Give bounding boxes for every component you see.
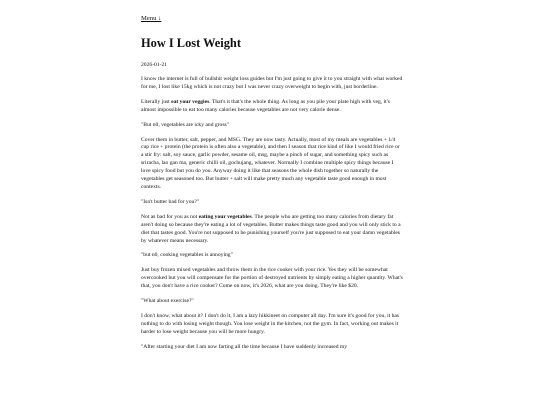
emphasis-text: eating your vegetables <box>198 213 252 220</box>
paragraph-exercise: I don't know, what about it? I don't do it, I am a lazy hikkineet on computer all day. I'm sure it's good for you, it has nothing to do with losing weight though. You lose weight in the kitchen, not the gym. In fact, working out makes it harder to lose weight because you will be more hungry. <box>141 312 400 335</box>
paragraph-text: . That's it that's the whole thing. As long as you pile your plate high with veg, it's almost impossible to eat too many calories because vegetables are not very calorie dense. <box>141 98 390 113</box>
question-farting: "After starting your diet I am now farting all the time because I have suddenly increased my <box>141 343 348 350</box>
question-cooking: "but n0, cooking vegetables is annoying" <box>141 252 233 259</box>
paragraph-veggies <box>141 99 403 115</box>
paragraph-seasoning: Cover them in butter, salt, pepper, and MSG. They are now tasty. Actually, most of my meals are vegetables + 1/4 cup rice + protein (the protein is often also a vegetable), and then I season that rice kind of like I would fried rice or a stir fry: salt, soy sauce, garlic powder, sesame oil, msg, maybe a pinch of sugar, and something spicy such as sriracha, lao gan ma, generic chilli oil, gochujang, whatever. Normally I combine multiple spicy things because I love spicy food but you do you. Anyway doing it like that seasons the whole dish together so naturally the vegetables get seasoned too. But butter + salt will make pretty much any vegetable taste good enough in most contexts. <box>141 136 400 190</box>
question-exercise: "What about exercise?" <box>141 298 194 305</box>
article-container <box>141 7 403 352</box>
paragraph-text: Not as bad for you as not <box>141 213 199 220</box>
question-icky: "But n0, vegetables are icky and gross" <box>141 121 229 128</box>
emphasis-text: eat your veggies <box>171 98 210 105</box>
paragraph-text: . The people who are getting too many calories from dietary fat aren't doing so because they're eating a lot of vegetables. Butter makes things taste good and you will only stick to a diet that tastes good. You're not supposed to be punishing yourself you're just supposed to eat your damn vegetables by whatever means necessary. <box>141 213 401 244</box>
paragraph-intro: I know the internet is full of bullshit weight loss guides but I'm just going to give it to you straight with what worked for me, I lost like 15kg which is not crazy but I was never crazy overweight to begin with, just borderline. <box>141 76 403 90</box>
paragraph-text: Literally just <box>141 98 172 105</box>
menu-link[interactable]: Menu ↓ <box>141 15 162 22</box>
question-butter: "Isn't butter bad for you?" <box>141 198 200 205</box>
paragraph-frozen: Just buy frozen mixed vegetables and throw them in the rice cooker with your rice. Yes they will be somewhat overcooked but you will compensate for the portion of destroyed nutrients by simply eating a higher quantity. What's that, you don't have a rice cooker? Come on now, it's 2026, what are you doing. They're like $20. <box>141 267 403 290</box>
page-title: How I Lost Weight <box>141 36 241 50</box>
post-date: 2026-01-21 <box>141 62 168 68</box>
paragraph-butter <box>141 214 403 246</box>
